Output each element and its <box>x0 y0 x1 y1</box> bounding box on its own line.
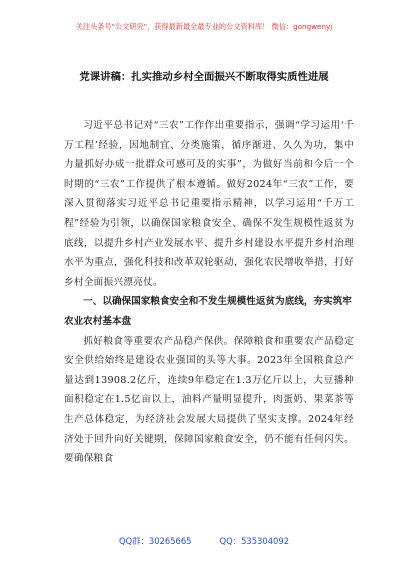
section-paragraph: 抓好粮食等重要农产品稳产保供。保障粮食和重要农产品稳定安全供给始终是建设农业强国的头等大事。2023年全国粮食总产量达到13908.2亿斤，连续9年稳定在1.3万亿斤以上，大豆播种面积稳定在1.5亿亩以上，油料产量明显提升，肉蛋奶、果菜茶等生产总体稳定，为经济社会发展大局提供了坚实支撑。2024年经济处于回升向好关键期，保障国家粮食安全，仍不能有任何闪失。要确保粮食 <box>64 335 354 465</box>
qq-group-label: QQ群：30265665 <box>118 536 192 546</box>
section-heading: 一、以确保国家粮食安全和不发生规模性返贫为底线，夯实筑牢农业农村基本盘 <box>64 296 352 327</box>
header-note: 关注头条号"公文研究"，获得最新最全最专业的公文资料库！ 微信：gongwenyj <box>75 22 333 31</box>
intro-paragraph: 习近平总书记对“三农”工作作出重要指示，强调“学习运用‘千万工程’经验，因地制宜、分类施策，循序渐进、久久为功，集中力量抓好办成一批群众可感可及的实事”，为做好当前和今后一个时期的“三农”工作提供了根本遵循。做好2024年“三农”工作，要深入贯彻落实习近平总书记重要指示精神，以学习运用“千万工程”经验为引领，以确保国家粮食安全、确保不发生规模性返贫为底线，以提升乡村产业发展水平、提升乡村建设水平提升乡村治理水平为重点，强化科技和改革双轮驱动，强化农民增收举措，打好乡村全面振兴漂亮仗。 <box>64 120 354 288</box>
page-title: 党课讲稿：扎实推动乡村全面振兴不断取得实质性进展 <box>79 71 329 83</box>
footer-contact <box>0 535 408 547</box>
document-body <box>64 116 354 469</box>
qq-number-label: QQ：535304092 <box>219 536 290 546</box>
